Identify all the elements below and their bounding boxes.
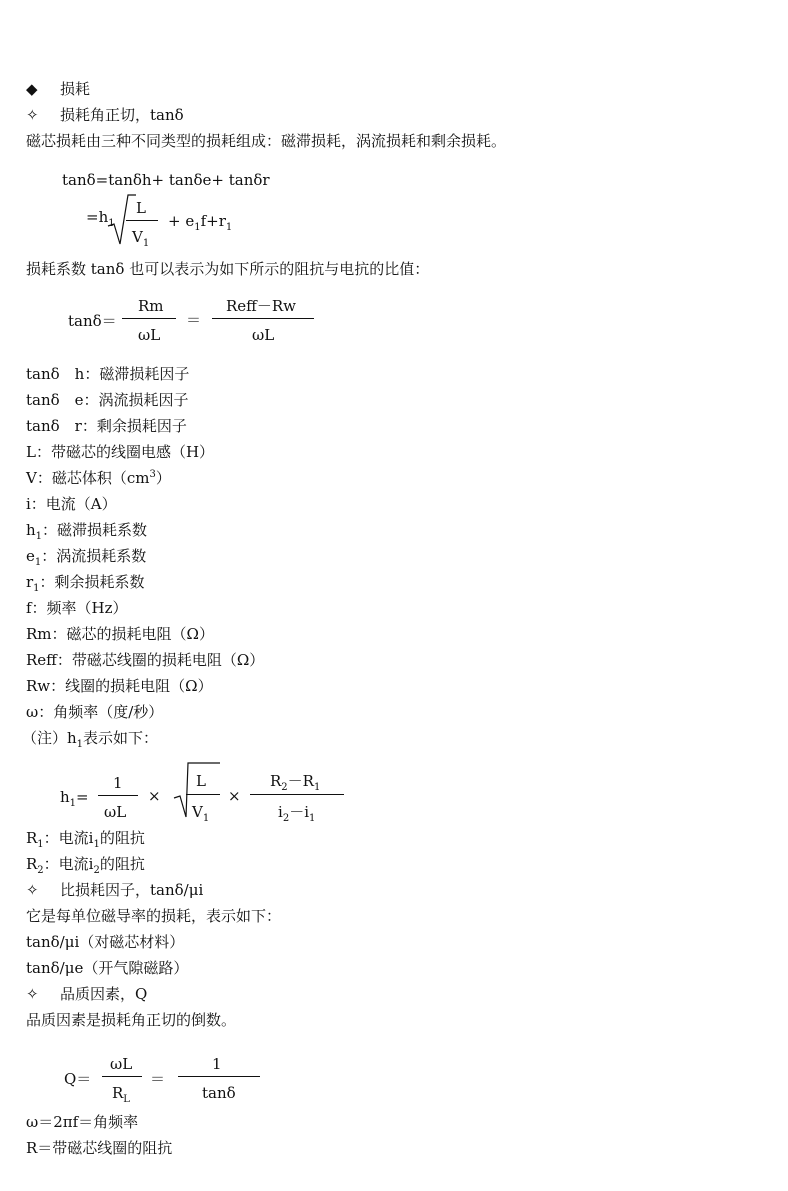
def-tan-r: tanδ r：剩余损耗因子 [26, 417, 187, 435]
eq2-num2: Reff－Rw [226, 297, 296, 315]
eq3-fraction-bar-2 [186, 794, 220, 795]
q-heading: 品质因素，Q [60, 985, 148, 1003]
eq3-num1: 1 [113, 774, 123, 792]
r-def: R＝带磁芯线圈的阻抗 [26, 1139, 173, 1157]
eq4-equals: ＝ [150, 1070, 166, 1088]
diamond-bullet-icon: ◆ [26, 80, 38, 98]
def-r2-impedance: $R_2$：电流$i_2$的阻抗 [26, 855, 145, 876]
ratio-heading: 比损耗因子，tanδ/μi [60, 881, 204, 899]
eq3-num3: $R_2-R_1$ [270, 772, 321, 793]
ratio-mu-i: tanδ/μi（对磁芯材料） [26, 933, 185, 951]
ratio-desc: 它是每单位磁导率的损耗，表示如下： [26, 907, 282, 925]
eq4-num2: 1 [212, 1055, 222, 1073]
eq2-fraction-bar-2 [212, 318, 314, 319]
eq3-den3: $i_2-i_1$ [278, 803, 316, 824]
note-h1: （注）$h_1$表示如下： [22, 729, 159, 750]
ratio-heading-line [26, 880, 203, 900]
def-rw: Rw：线圈的损耗电阻（Ω） [26, 677, 213, 695]
eq3-den1: ωL [104, 803, 127, 821]
def-e1: $e_1$：涡流损耗系数 [26, 547, 147, 568]
def-r1-impedance: $R_1$：电流$i_1$的阻抗 [26, 829, 145, 850]
ratio-mu-e: tanδ/μe（开气隙磁路） [26, 959, 189, 977]
eq2-fraction-bar-1 [122, 318, 176, 319]
def-h1: $h_1$：磁滞损耗系数 [26, 521, 148, 542]
eq4-fraction-bar-2 [178, 1076, 260, 1077]
eq1-num: L [136, 199, 146, 217]
ratio-text: 损耗系数 tanδ 也可以表示为如下所示的阻抗与电抗的比值： [26, 260, 430, 278]
eq2-den2: ωL [252, 326, 275, 344]
eq2-equals: ＝ [186, 311, 202, 329]
composition-text: 磁芯损耗由三种不同类型的损耗组成：磁滞损耗，涡流损耗和剩余损耗。 [26, 132, 507, 150]
eq3-den2: $V_1$ [192, 803, 210, 824]
q-heading-line [26, 984, 147, 1004]
loss-heading-line [26, 79, 90, 99]
def-l: L：带磁芯的线圈电感（H） [26, 443, 215, 461]
def-i: i：电流（A） [26, 495, 117, 513]
eq3-fraction-bar-1 [98, 795, 138, 796]
eq1-prefix: $=h_1$ [86, 208, 115, 229]
eq4-lhs: Q＝ [64, 1070, 92, 1088]
sparkle-bullet-icon: ✧ [26, 881, 39, 899]
omega-def: ω＝2πf＝角频率 [26, 1113, 139, 1131]
loss-heading: 损耗 [60, 80, 91, 98]
def-tan-e: tanδ e：涡流损耗因子 [26, 391, 189, 409]
sparkle-bullet-icon: ✧ [26, 106, 39, 124]
eq3-times-2: × [228, 787, 241, 805]
eq1-fraction-bar [126, 220, 158, 221]
eq2-lhs: tanδ＝ [68, 312, 117, 330]
q-desc: 品质因素是损耗角正切的倒数。 [26, 1011, 237, 1029]
eq1-suffix: + $e_1f+r_1$ [168, 212, 233, 233]
def-v: V：磁芯体积$(cm^3)$ [26, 469, 171, 487]
eq1-den: $V_1$ [132, 228, 150, 249]
eq3-fraction-bar-3 [250, 794, 344, 795]
def-omega: ω：角频率（度/秒） [26, 703, 164, 721]
def-f: f：频率（Hz） [26, 599, 128, 617]
tan-heading: 损耗角正切，tanδ [60, 106, 184, 124]
eq4-fraction-bar-1 [102, 1076, 142, 1077]
eq3-num2: L [196, 772, 206, 790]
eq1-line1: tanδ=tanδh+ tanδe+ tanδr [62, 171, 270, 189]
def-tan-h: tanδ h：磁滞损耗因子 [26, 365, 190, 383]
def-reff: Reff：带磁芯线圈的损耗电阻（Ω） [26, 651, 265, 669]
def-r1: $r_1$：剩余损耗系数 [26, 573, 145, 594]
eq2-num1: Rm [138, 297, 164, 315]
tan-heading-line [26, 105, 184, 125]
eq4-den2: tanδ [202, 1084, 236, 1102]
eq4-num1: ωL [110, 1055, 133, 1073]
eq2-den1: ωL [138, 326, 161, 344]
eq3-lhs: $h_1=$ [60, 788, 89, 809]
def-rm: Rm：磁芯的损耗电阻（Ω） [26, 625, 214, 643]
eq3-times-1: × [148, 787, 161, 805]
eq4-den1: $R_L$ [112, 1084, 130, 1105]
sparkle-bullet-icon: ✧ [26, 985, 39, 1003]
